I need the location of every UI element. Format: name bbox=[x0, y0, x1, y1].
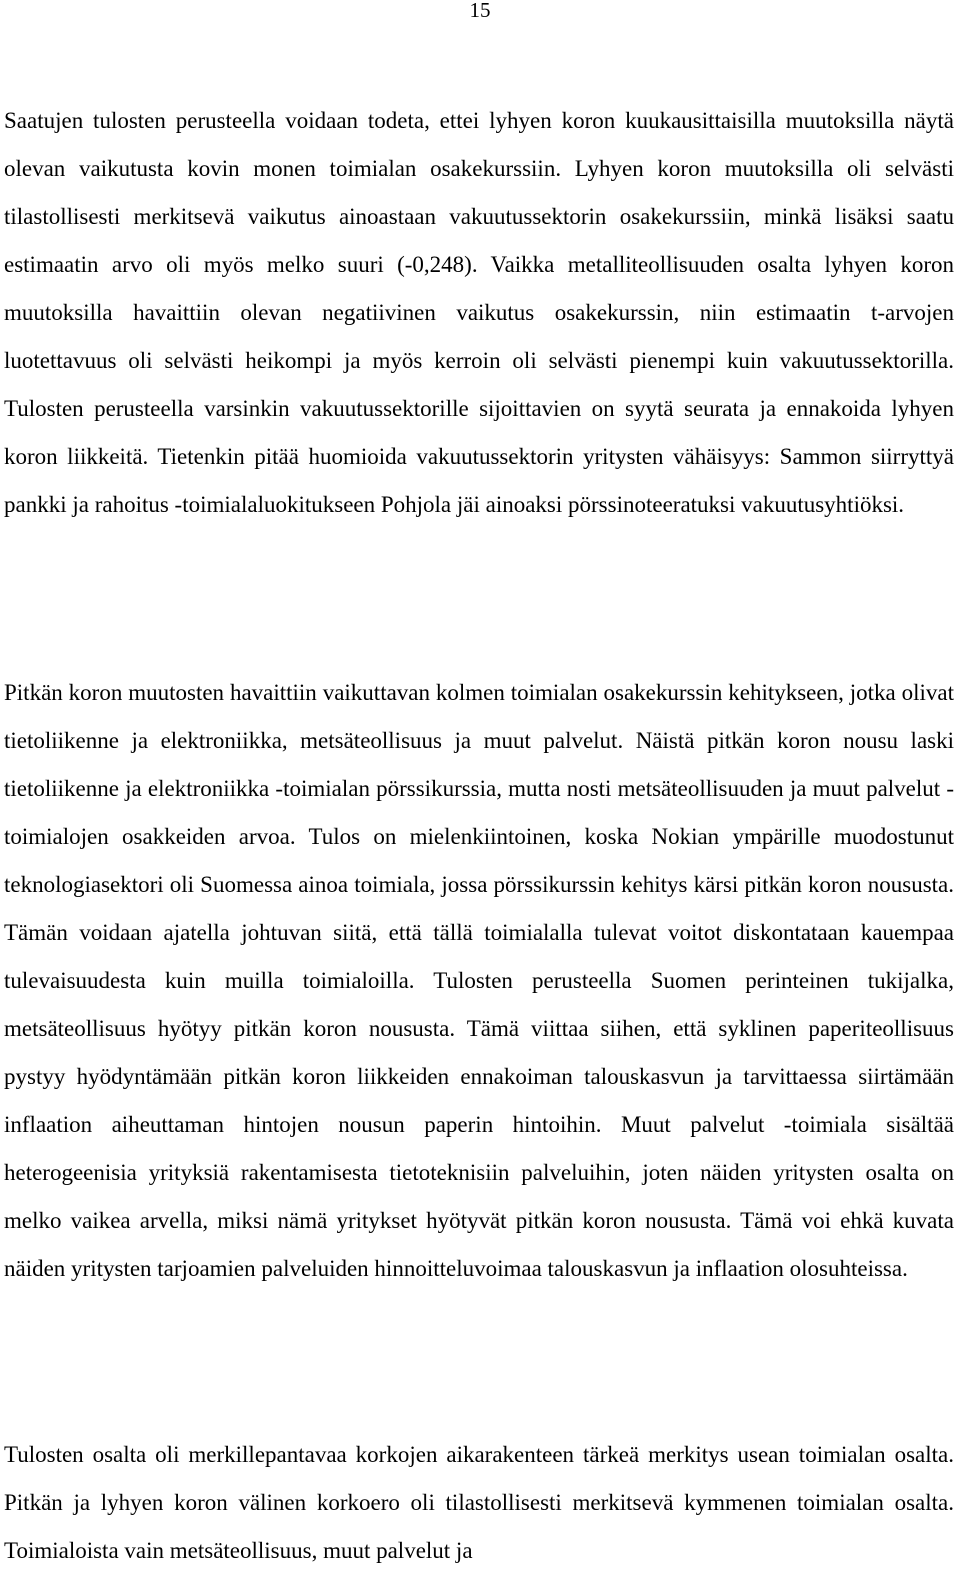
paragraph-term-structure-results: Tulosten osalta oli merkillepantavaa korkojen aikarakenteen tärkeä merkitys usean toimialan osalta. Pitkän ja lyhyen koron välinen korkoero oli tilastollisesti merkitsevä kymmenen toimialan osalta. Toimialoista vain metsäteollisuus, muut palvelut ja bbox=[4, 1442, 954, 1563]
paragraph-short-rate-results: Saatujen tulosten perusteella voidaan todeta, ettei lyhyen koron kuukausittaisilla muutoksilla näytä olevan vaikutusta kovin monen toimialan osakekurssiin. Lyhyen koron muutoksilla oli selvästi tilastollisesti merkitsevä vaikutus ainoastaan vakuutussektorin osakekurssiin, minkä lisäksi saatu estimaatin arvo oli myös melko suuri (-0,248). Vaikka metalliteollisuuden osalta lyhyen koron muutoksilla havaittiin olevan negatiivinen vaikutus osakekurssin, niin estimaatin t-arvojen luotettavuus oli selvästi heikompi ja myös kerroin oli selvästi pienempi kuin vakuutussektorilla. Tulosten perusteella varsinkin vakuutussektorille sijoittavien on syytä seurata ja ennakoida lyhyen koron liikkeitä. Tietenkin pitää huomioida vakuutussektorin yritysten vähäisyys: Sammon siirryttyä pankki ja rahoitus -toimialaluokitukseen Pohjola jäi ainoaksi pörssinoteeratuksi vakuutusyhtiöksi. bbox=[4, 108, 954, 517]
page-number: 15 bbox=[469, 0, 491, 22]
paragraph-long-rate-results: Pitkän koron muutosten havaittiin vaikuttavan kolmen toimialan osakekurssin kehitykseen, jotka olivat tietoliikenne ja elektroniikka, metsäteollisuus ja muut palvelut. Näistä pitkän koron nousu laski tietoliikenne ja elektroniikka -toimialan pörssikurssia, mutta nosti metsäteollisuuden ja muut palvelut -toimialojen osakkeiden arvoa. Tulos on mielenkiintoinen, koska Nokian ympärille muodostunut teknologiasektori oli Suomessa ainoa toimiala, jossa pörssikurssin kehitys kärsi pitkän koron noususta. Tämän voidaan ajatella johtuvan siitä, että tällä toimialalla tulevat voitot diskontataan kauempaa tulevaisuudesta kuin muilla toimialoilla. Tulosten perusteella Suomen perinteinen tukijalka, metsäteollisuus hyötyy pitkän koron noususta. Tämä viittaa siihen, että syklinen paperiteollisuus pystyy hyödyntämään pitkän koron liikkeiden ennakoiman talouskasvun ja tarvittaessa siirtämään inflaation aiheuttaman hintojen nousun paperin hintoihin. Muut palvelut -toimiala sisältää heterogeenisia yrityksiä rakentamisesta tietoteknisiin palveluihin, joten näiden yritysten osalta on melko vaikea arvella, miksi nämä yritykset hyötyvät pitkän koron noususta. Tämä voi ehkä kuvata näiden yritysten tarjoamien palveluiden hinnoitteluvoimaa talouskasvun ja inflaation olosuhteissa. bbox=[4, 680, 954, 1281]
